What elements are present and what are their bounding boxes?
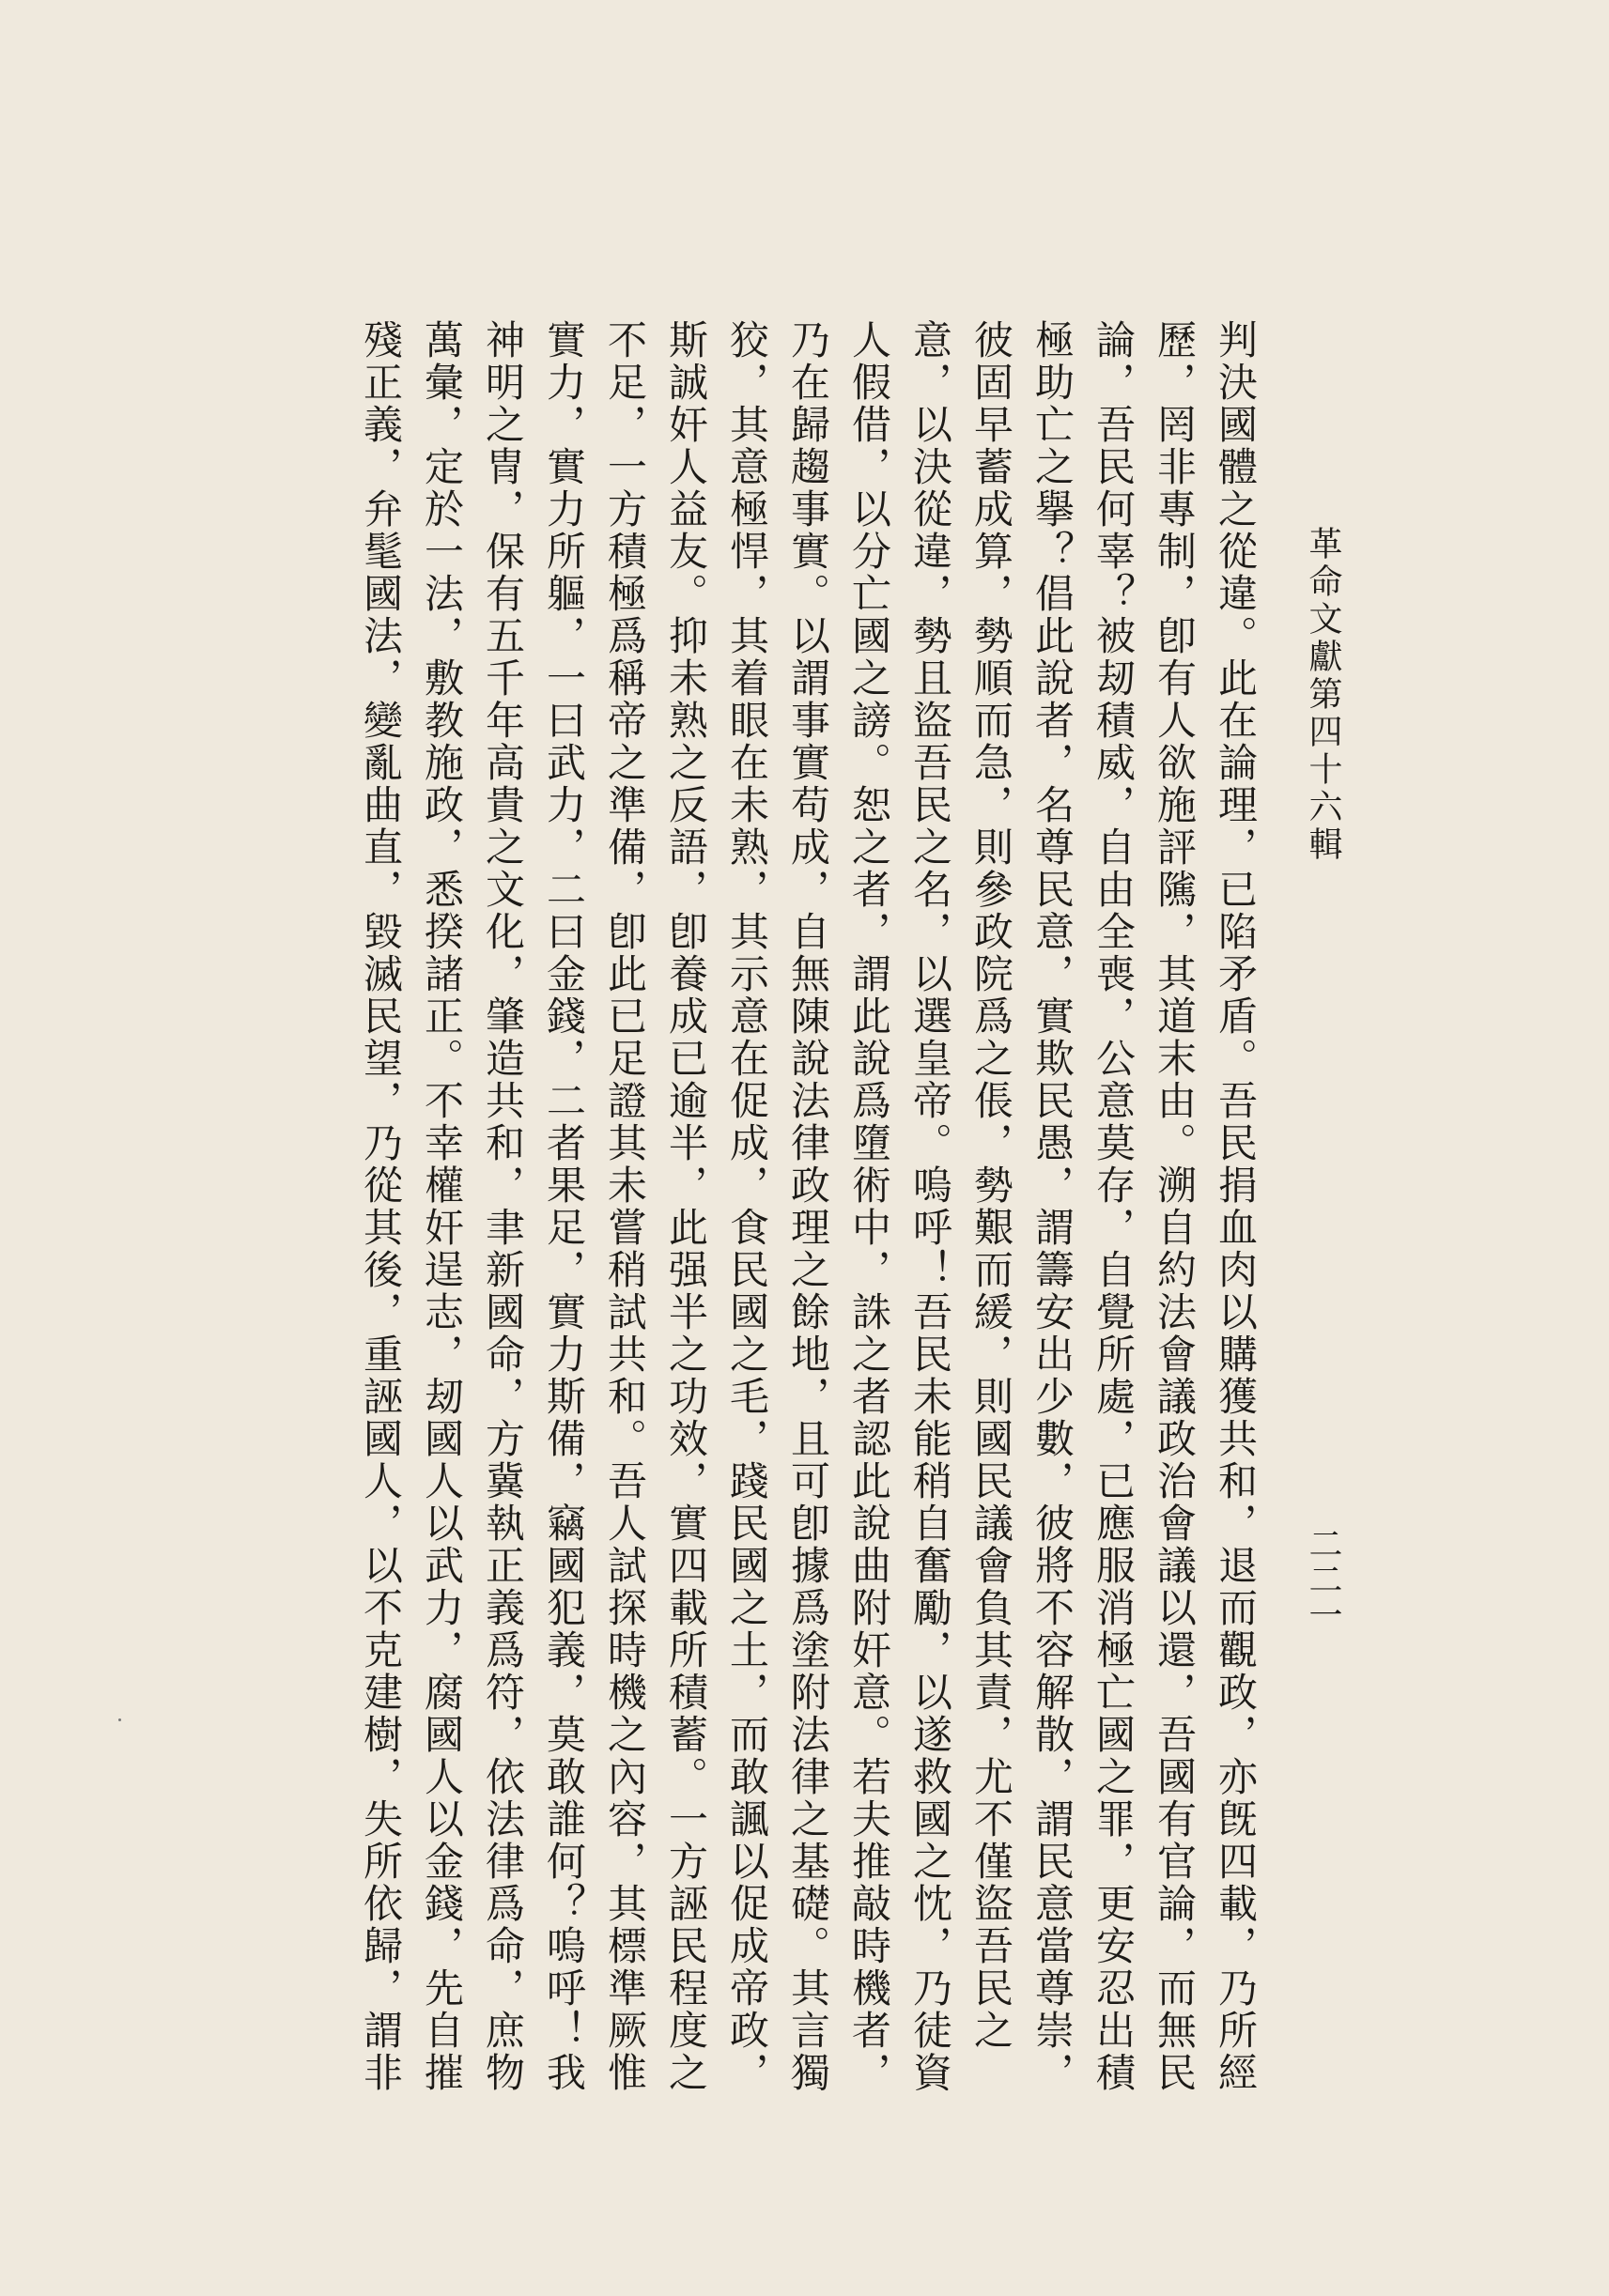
body-text	[350, 319, 1266, 2094]
text-line: 人假借，以分亡國之謗。恕之者，謂此說爲墮術中，誅之者認此說曲附奸意。若夫推敲時機者，	[846, 319, 892, 2094]
text-line: 實力，實力所軀，一曰武力，二曰金錢，二者果足，實力斯備，竊國犯義，莫敢誰何？嗚呼！我	[541, 319, 587, 2094]
text-line: 論，吾民何辜？被刼積威，自由全喪，公意莫存，自覺所處，已應服消極亡國之罪，更安忍出積	[1091, 319, 1137, 2094]
text-line: 萬彙，定於一法，敷教施政，悉揆諸正。不幸權奸逞志，刼國人以武力，腐國人以金錢，先自摧	[419, 319, 465, 2094]
text-line: 歷，罔非專制，卽有人欲施評隲，其道末由。溯自約法會議政治會議以還，吾國有官論，而無民	[1152, 319, 1198, 2094]
text-line: 意，以決從違，勢且盜吾民之名，以選皇帝。嗚呼！吾民未能稍自奮勵，以遂救國之忱，乃徒資	[907, 319, 953, 2094]
text-line: 極助亡之擧？倡此說者，名尊民意，實欺民愚，謂籌安出少數，彼將不容解散，謂民意當尊崇，	[1029, 319, 1075, 2094]
text-line: 殘正義，弁髦國法，變亂曲直，毀滅民望，乃從其後，重誣國人，以不克建樹，失所依歸，謂非	[358, 319, 404, 2094]
text-line: 不足，一方積極爲稱帝之準備，卽此已足證其未嘗稍試共和。吾人試探時機之內容，其標準厥惟	[602, 319, 648, 2094]
page-number: 二二一	[1304, 1526, 1342, 1633]
text-line: 狡，其意極悍，其着眼在未熟，其示意在促成，食民國之毛，踐民國之土，而敢諷以促成帝政，	[724, 319, 770, 2094]
paper-speck	[118, 1718, 121, 1721]
text-line: 乃在歸趨事實。以謂事實苟成，自無陳說法律政理之餘地，且可卽據爲塗附法律之基礎。其言獨	[785, 319, 831, 2094]
text-line: 神明之冑，保有五千年高貴之文化，肇造共和，聿新國命，方冀執正義爲符，依法律爲命，庶物	[480, 319, 526, 2094]
text-line: 判決國體之從違。此在論理，已陷矛盾。吾民捐血肉以購獲共和，退而觀政，亦旣四載，乃所經	[1213, 319, 1259, 2094]
text-line: 彼固早蓄成算，勢順而急，則參政院爲之倀，勢艱而緩，則國民議會負其責，尤不僅盜吾民之	[968, 319, 1014, 2052]
running-header-title: 革命文獻第四十六輯	[1304, 526, 1342, 864]
text-line: 斯誠奸人益友。抑未熟之反語，卽養成已逾半，此强半之功效，實四載所積蓄。一方誣民程度之	[663, 319, 709, 2094]
